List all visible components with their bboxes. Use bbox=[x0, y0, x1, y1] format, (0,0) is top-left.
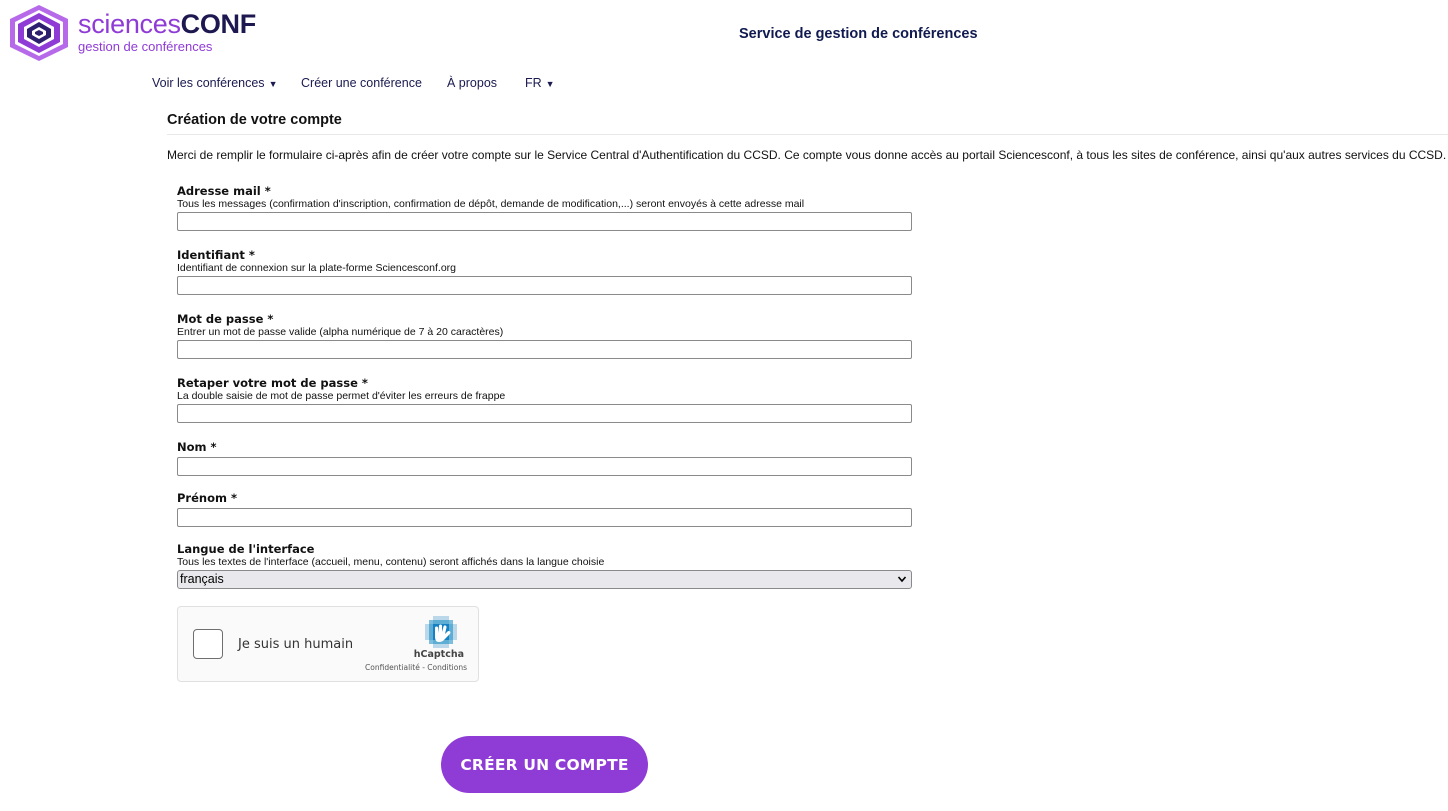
language-selected-value: français bbox=[180, 572, 224, 586]
username-field-group bbox=[177, 248, 912, 295]
password-confirm-field-group bbox=[177, 376, 912, 423]
captcha-checkbox[interactable] bbox=[193, 629, 223, 659]
heading-divider bbox=[167, 134, 1448, 135]
password-input[interactable] bbox=[177, 340, 912, 359]
first-name-field-group bbox=[177, 491, 912, 527]
caret-down-icon: ▼ bbox=[268, 79, 278, 89]
sciencesconf-logo[interactable] bbox=[7, 4, 267, 62]
nav-view-conferences[interactable] bbox=[152, 76, 277, 90]
service-title: Service de gestion de conférences bbox=[739, 26, 978, 42]
password-confirm-help: La double saisie de mot de passe permet d'éviter les erreurs de frappe bbox=[177, 390, 506, 402]
password-label: Mot de passe * bbox=[177, 312, 274, 326]
captcha-label: Je suis un humain bbox=[238, 637, 354, 652]
hcaptcha-brand: hCaptcha bbox=[413, 649, 464, 660]
logo-hexagon-icon bbox=[7, 4, 71, 62]
nav-create-conference[interactable] bbox=[301, 76, 422, 90]
last-name-field-group bbox=[177, 440, 912, 476]
username-help: Identifiant de connexion sur la plate-forme Sciencesconf.org bbox=[177, 262, 456, 274]
nav-about-label: À propos bbox=[447, 76, 498, 90]
brand-light: sciences bbox=[78, 9, 181, 39]
caret-down-icon: ▼ bbox=[545, 79, 555, 89]
nav-about[interactable] bbox=[447, 76, 497, 90]
first-name-label: Prénom * bbox=[177, 491, 237, 505]
chevron-down-icon bbox=[897, 571, 907, 594]
first-name-input[interactable] bbox=[177, 508, 912, 527]
last-name-input[interactable] bbox=[177, 457, 912, 476]
nav-language-label: FR bbox=[525, 76, 542, 90]
username-input[interactable] bbox=[177, 276, 912, 295]
brand-bold: CONF bbox=[180, 9, 256, 39]
hcaptcha-widget bbox=[177, 606, 479, 682]
email-field-group bbox=[177, 184, 912, 231]
last-name-label: Nom * bbox=[177, 440, 217, 454]
create-account-button[interactable]: CRÉER UN COMPTE bbox=[441, 736, 648, 793]
page-title: Création de votre compte bbox=[167, 112, 342, 128]
language-help: Tous les textes de l'interface (accueil, menu, contenu) seront affichés dans la langue choisie bbox=[177, 556, 605, 568]
language-label: Langue de l'interface bbox=[177, 542, 315, 556]
captcha-privacy-terms-links[interactable]: Confidentialité - Conditions bbox=[365, 663, 467, 672]
password-confirm-label: Retaper votre mot de passe * bbox=[177, 376, 368, 390]
nav-view-conferences-label: Voir les conférences bbox=[152, 76, 265, 90]
email-help: Tous les messages (confirmation d'inscription, confirmation de dépôt, demande de modification,...) seront envoyés à cette adresse mail bbox=[177, 198, 805, 210]
brand-name bbox=[78, 10, 256, 38]
language-select[interactable] bbox=[177, 570, 912, 589]
nav-language[interactable] bbox=[525, 76, 555, 90]
brand-tagline: gestion de conférences bbox=[78, 39, 213, 54]
password-help: Entrer un mot de passe valide (alpha numérique de 7 à 20 caractères) bbox=[177, 326, 504, 338]
password-confirm-input[interactable] bbox=[177, 404, 912, 423]
password-field-group bbox=[177, 312, 912, 359]
nav-create-conference-label: Créer une conférence bbox=[301, 76, 422, 90]
email-input[interactable] bbox=[177, 212, 912, 231]
intro-text: Merci de remplir le formulaire ci-après afin de créer votre compte sur le Service Central d'Authentification du CCSD. Ce compte vous donne accès au portail Sciencesconf, à tous les sites de conférence, ainsi qu'aux autres services du CCSD. bbox=[167, 148, 1447, 162]
username-label: Identifiant * bbox=[177, 248, 255, 262]
language-field-group bbox=[177, 542, 912, 589]
hcaptcha-hand-icon bbox=[424, 615, 458, 649]
email-label: Adresse mail * bbox=[177, 184, 271, 198]
